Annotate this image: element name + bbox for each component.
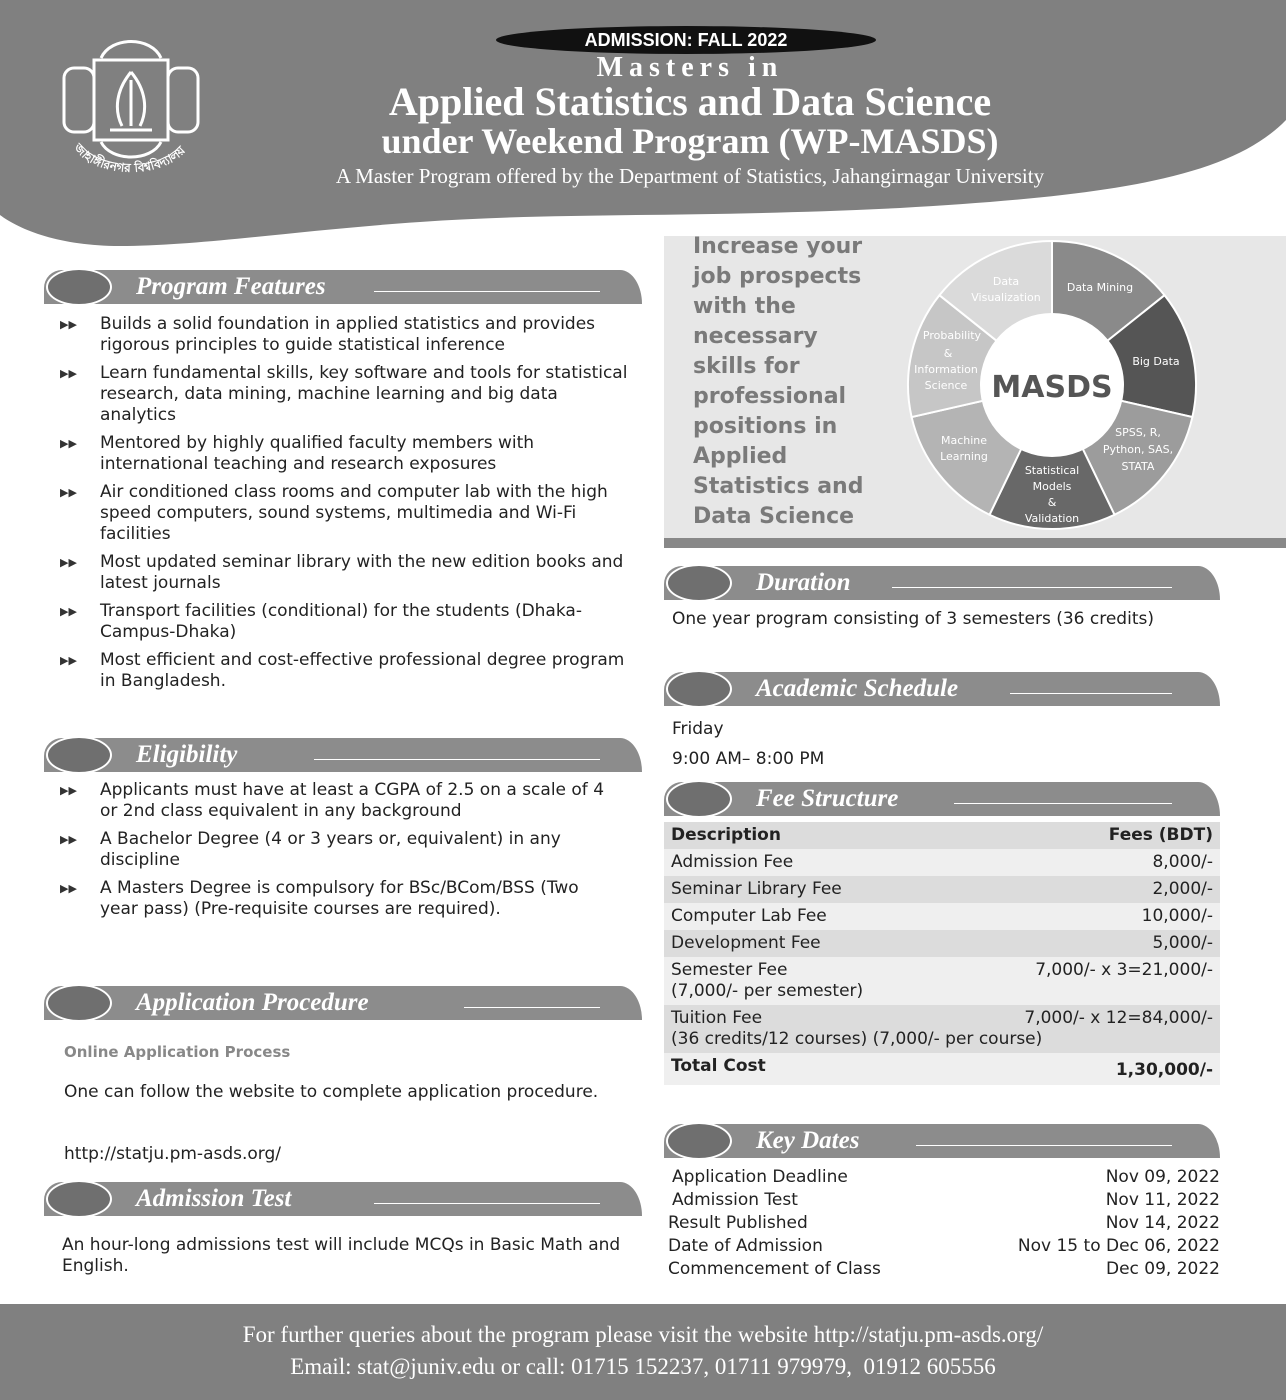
key-dates-list	[668, 1166, 1220, 1281]
fee-description: Admission Fee	[664, 849, 952, 876]
duration-text: One year program consisting of 3 semesters (36 credits)	[672, 609, 1154, 629]
admission-test-title: Admission Test	[136, 1185, 292, 1212]
feature-item: ▶▶ Builds a solid foundation in applied statistics and provides rigorous principles to guide statistical inference	[60, 314, 596, 355]
fee-amount: 7,000/- x 12=84,000/-	[1024, 1008, 1213, 1028]
double-arrow-icon: ▶▶	[60, 784, 77, 797]
application-procedure-header	[44, 984, 642, 1022]
double-arrow-icon: ▶▶	[60, 318, 77, 331]
feature-item: ▶▶ Transport facilities (conditional) for the students (Dhaka-Campus-Dhaka)	[60, 601, 582, 642]
key-date-label: Admission Test	[672, 1190, 798, 1210]
footer	[0, 1304, 1286, 1400]
fee-amount: 7,000/- x 3=21,000/-	[952, 957, 1220, 1005]
fee-structure-title: Fee Structure	[756, 785, 899, 812]
key-date-value: Nov 15 to Dec 06, 2022	[1017, 1236, 1220, 1256]
key-date-value: Nov 09, 2022	[1105, 1167, 1220, 1187]
key-date-row	[668, 1166, 1220, 1189]
fee-amount: 10,000/-	[952, 903, 1220, 930]
program-title: Applied Statistics and Data Science	[388, 79, 992, 124]
wheel-label-machine-learning: Machine Learning	[940, 434, 988, 463]
fee-table-header	[664, 822, 1220, 849]
double-arrow-icon: ▶▶	[60, 367, 77, 380]
double-arrow-icon: ▶▶	[60, 882, 77, 895]
schedule-time: 9:00 AM– 8:00 PM	[672, 749, 825, 769]
key-date-row	[668, 1212, 1220, 1235]
application-procedure-title: Application Procedure	[136, 989, 369, 1016]
fee-row	[664, 903, 1220, 930]
fee-description: Computer Lab Fee	[664, 903, 952, 930]
wheel-label-software: SPSS, R, Python, SAS, STATA	[1102, 426, 1174, 473]
eligibility-title: Eligibility	[136, 741, 238, 768]
fee-description: Seminar Library Fee	[664, 876, 952, 903]
program-features-header	[44, 268, 642, 306]
fee-amount: 5,000/-	[952, 930, 1220, 957]
eligibility-list	[44, 780, 616, 920]
key-date-row	[668, 1258, 1220, 1281]
logo-text: জাহাঙ্গীরনগর বিশ্ববিদ্যালয়	[71, 140, 188, 176]
key-date-value: Nov 11, 2022	[1105, 1190, 1220, 1210]
admission-test-header	[44, 1180, 642, 1218]
application-url-link[interactable]: http://statju.pm-asds.org/	[64, 1144, 282, 1164]
academic-schedule-header	[664, 670, 1220, 708]
fee-row	[664, 930, 1220, 957]
academic-schedule-title: Academic Schedule	[756, 675, 959, 702]
double-arrow-icon: ▶▶	[60, 605, 77, 618]
fee-amount: 2,000/-	[952, 876, 1220, 903]
key-date-value: Nov 14, 2022	[1105, 1213, 1220, 1233]
fee-row	[664, 876, 1220, 903]
application-subheading: Online Application Process	[64, 1043, 291, 1061]
key-date-value: Dec 09, 2022	[1105, 1259, 1220, 1279]
wheel-label-big-data: Big Data	[1132, 355, 1180, 368]
wheel-label-statistical-models: Statistical Models & Validation	[1024, 464, 1080, 525]
fee-note: (7,000/- per semester)	[671, 981, 864, 1001]
program-offered-by: A Master Program offered by the Department of Statistics, Jahangirnagar University	[335, 164, 1045, 188]
fee-row	[664, 957, 1220, 1005]
key-dates-header	[664, 1122, 1220, 1160]
feature-item: ▶▶ Learn fundamental skills, key software and tools for statistical research, data mining, machine learning and big data analytics	[60, 363, 628, 425]
admission-test-text: An hour-long admissions test will include MCQs in Basic Math and English.	[62, 1235, 621, 1276]
eligibility-item: ▶▶ A Masters Degree is compulsory for BSc/BCom/BSS (Two year pass) (Pre-requisite courses are required).	[60, 878, 579, 919]
footer-contact-line[interactable]: Email: stat@juniv.edu or call: 01715 152237, 01711 979979, 01912 605556	[290, 1354, 996, 1379]
fee-table	[664, 822, 1220, 1085]
fee-note: (36 credits/12 courses) (7,000/- per course)	[671, 1029, 1043, 1049]
fee-description: Development Fee	[664, 930, 952, 957]
eligibility-header	[44, 736, 642, 774]
eligibility-item: ▶▶ Applicants must have at least a CGPA of 2.5 on a scale of 4 or 2nd class equivalent in any background	[60, 780, 605, 821]
fee-col-description: Description	[664, 822, 952, 849]
feature-item: ▶▶ Most efficient and cost-effective professional degree program in Bangladesh.	[60, 650, 625, 691]
feature-item: ▶▶ Air conditioned class rooms and computer lab with the high speed computers, sound systems, multimedia and Wi-Fi facilities	[60, 482, 608, 544]
double-arrow-icon: ▶▶	[60, 556, 77, 569]
eligibility-item: ▶▶ A Bachelor Degree (4 or 3 years or, equivalent) in any discipline	[60, 829, 561, 870]
schedule-day: Friday	[672, 719, 724, 739]
wheel-center-label: MASDS	[991, 370, 1113, 405]
masters-in-heading: Masters in	[596, 52, 784, 83]
program-subtitle: under Weekend Program (WP-MASDS)	[381, 121, 999, 161]
wheel-label-probability: Probability & Information Science	[914, 329, 982, 392]
duration-header	[664, 564, 1220, 602]
fee-structure-header	[664, 780, 1220, 818]
duration-title: Duration	[756, 569, 851, 596]
wheel-label-data-visualization: Data Visualization	[971, 275, 1041, 304]
double-arrow-icon: ▶▶	[60, 654, 77, 667]
fee-row	[664, 849, 1220, 876]
fee-total-amount: 1,30,000/-	[952, 1053, 1220, 1085]
footer-website-line[interactable]: For further queries about the program please visit the website http://statju.pm-asds.org/	[242, 1322, 1044, 1347]
feature-item: ▶▶ Mentored by highly qualified faculty members with international teaching and research exposures	[60, 433, 535, 474]
key-date-label: Date of Admission	[668, 1236, 823, 1256]
fee-description: Tuition Fee	[671, 1008, 763, 1028]
double-arrow-icon: ▶▶	[60, 833, 77, 846]
fee-row	[664, 1005, 1220, 1053]
key-date-row	[668, 1189, 1220, 1212]
double-arrow-icon: ▶▶	[60, 437, 77, 450]
feature-item: ▶▶ Most updated seminar library with the new edition books and latest journals	[60, 552, 624, 593]
university-logo	[56, 30, 206, 180]
fee-description: Semester Fee	[671, 960, 788, 980]
double-arrow-icon: ▶▶	[60, 486, 77, 499]
fee-col-fees: Fees (BDT)	[952, 822, 1220, 849]
fee-total-label: Total Cost	[664, 1053, 952, 1085]
fee-amount: 8,000/-	[952, 849, 1220, 876]
fee-total-row	[664, 1053, 1220, 1085]
wheel-label-data-mining: Data Mining	[1066, 281, 1134, 294]
admission-badge: ADMISSION: FALL 2022	[496, 26, 876, 54]
skills-wheel	[906, 240, 1198, 530]
program-features-title: Program Features	[136, 273, 326, 300]
promo-text: Increase your job prospects with the necessary skills for professional positions in Applied Statistics and Data Science	[693, 234, 864, 529]
key-date-row	[668, 1235, 1220, 1258]
program-features-list	[44, 314, 634, 692]
key-date-label: Application Deadline	[672, 1167, 848, 1187]
key-dates-title: Key Dates	[756, 1127, 860, 1154]
application-text: One can follow the website to complete application procedure.	[64, 1082, 599, 1102]
key-date-label: Commencement of Class	[668, 1259, 881, 1279]
key-date-label: Result Published	[668, 1213, 808, 1233]
